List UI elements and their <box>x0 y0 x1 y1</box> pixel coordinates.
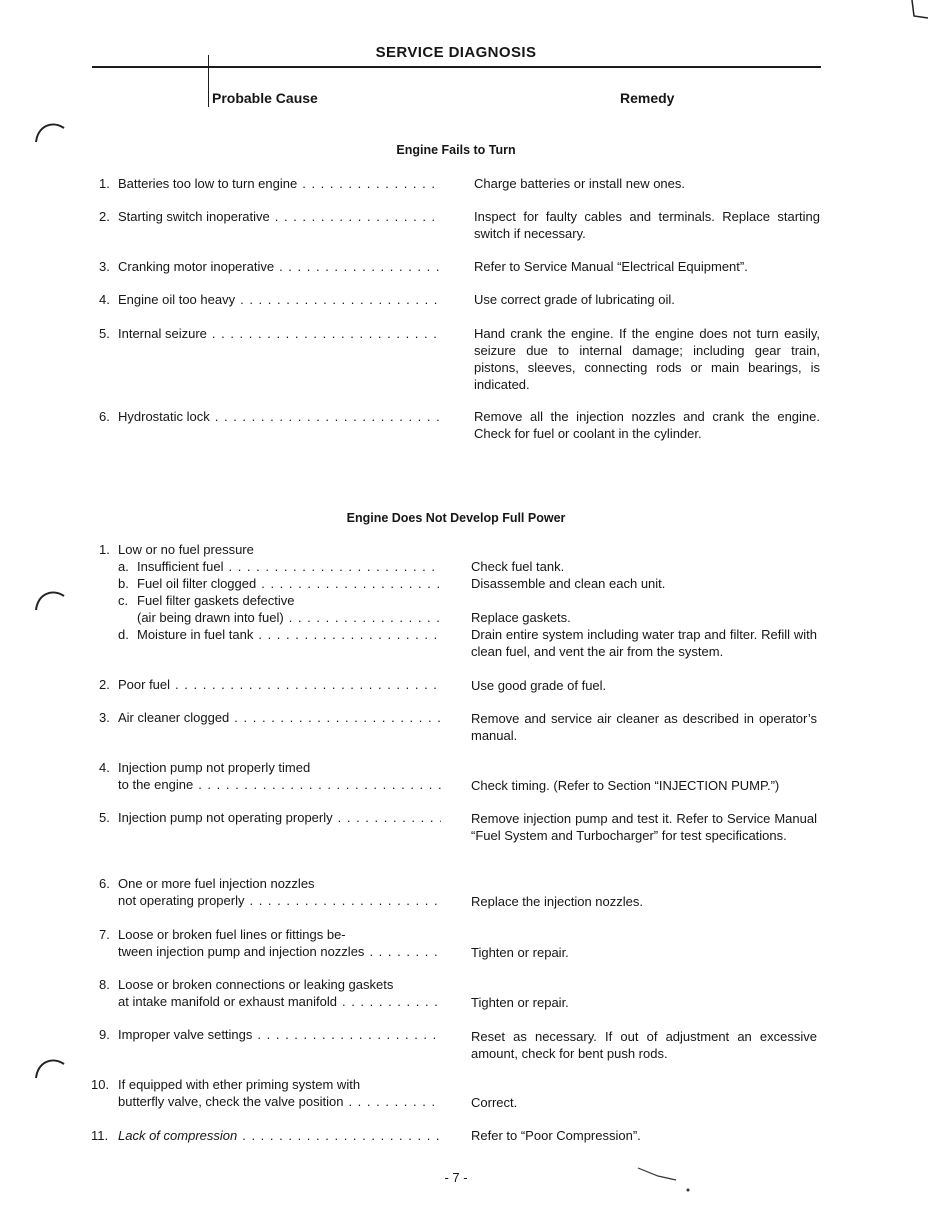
cause-item <box>99 175 441 192</box>
corner-mark-icon <box>906 0 932 22</box>
cause-item <box>99 291 441 308</box>
cause-text: Low or no fuel pressure <box>118 542 254 557</box>
item-number: 6. <box>99 409 110 424</box>
item-number: 3. <box>99 259 110 274</box>
cause-text: Loose or broken connections or leaking gaskets <box>118 977 394 992</box>
cause-text: Fuel oil filter clogged <box>137 576 257 591</box>
dot-leader <box>257 1026 441 1043</box>
cause-item <box>99 759 441 793</box>
page-title: SERVICE DIAGNOSIS <box>375 44 537 61</box>
hole-punch-mark-icon <box>30 1054 70 1090</box>
dot-leader <box>175 676 441 693</box>
title-rule <box>92 66 821 68</box>
dot-leader <box>234 709 441 726</box>
cause-item <box>99 875 441 909</box>
item-number: 3. <box>99 710 110 725</box>
cause-text: One or more fuel injection nozzles <box>118 876 315 891</box>
cause-text: Starting switch inoperative <box>118 209 270 224</box>
dot-leader <box>212 325 441 342</box>
remedy-text: Inspect for faulty cables and terminals. Replace starting switch if necessary. <box>474 209 820 241</box>
cause-text: Cranking motor inoperative <box>118 259 275 274</box>
cause-item <box>91 1127 441 1144</box>
hole-punch-mark-icon <box>30 118 70 154</box>
cause-text: to the engine <box>118 777 194 792</box>
cause-item <box>99 709 441 726</box>
item-number: 7. <box>99 927 110 942</box>
hole-punch-mark-icon <box>30 586 70 622</box>
cause-item <box>99 809 441 826</box>
dot-leader <box>338 809 441 826</box>
scan-speck-icon <box>630 1162 700 1202</box>
remedy-text: Use good grade of fuel. <box>471 678 607 693</box>
cause-text: Loose or broken fuel lines or fittings be- <box>118 927 346 942</box>
item-number: 1. <box>99 542 110 557</box>
remedy-text: Remove injection pump and test it. Refer to Service Manual “Fuel System and Turbocharger” for test specifications. <box>471 811 817 843</box>
cause-text: Internal seizure <box>118 326 207 341</box>
remedy-text: Tighten or repair. <box>471 945 569 960</box>
remedy-text: Remove and service air cleaner as described in operator’s manual. <box>471 711 817 743</box>
cause-text: not operating properly <box>118 893 245 908</box>
cause-text: tween injection pump and injection nozzles <box>118 944 365 959</box>
item-number: 5. <box>99 326 110 341</box>
dot-leader <box>198 776 441 793</box>
item-number: 2. <box>99 209 110 224</box>
section-heading-engine-fails: Engine Fails to Turn <box>396 143 516 157</box>
item-number: 8. <box>99 977 110 992</box>
cause-text: Fuel filter gaskets defective <box>137 593 295 608</box>
cause-text: Lack of compression <box>118 1128 238 1143</box>
item-number: 6. <box>99 876 110 891</box>
remedy-text: Reset as necessary. If out of adjustment an excessive amount, check for bent push rods. <box>471 1029 817 1061</box>
item-number: 2. <box>99 677 110 692</box>
dot-leader <box>240 291 441 308</box>
item-number: 9. <box>99 1027 110 1042</box>
sub-letter: b. <box>118 576 129 591</box>
remedy-heading: Remedy <box>620 90 675 106</box>
column-divider-mark <box>208 55 209 107</box>
cause-text: Air cleaner clogged <box>118 710 230 725</box>
dot-leader <box>228 558 441 575</box>
remedy-text: Drain entire system including water trap and filter. Refill with clean fuel, and vent the air from the system. <box>471 627 817 659</box>
dot-leader <box>289 609 441 626</box>
cause-text: Poor fuel <box>118 677 171 692</box>
cause-item <box>99 1026 441 1043</box>
cause-text: Injection pump not operating properly <box>118 810 333 825</box>
section-heading-full-power: Engine Does Not Develop Full Power <box>346 511 566 525</box>
cause-item <box>91 1076 441 1110</box>
cause-text: Hydrostatic lock <box>118 409 210 424</box>
cause-text: Insufficient fuel <box>137 559 224 574</box>
cause-text: If equipped with ether priming system with <box>118 1077 361 1092</box>
remedy-text: Replace the injection nozzles. <box>471 894 643 909</box>
dot-leader <box>369 943 441 960</box>
cause-text: butterfly valve, check the valve position <box>118 1094 344 1109</box>
cause-item <box>99 976 441 1010</box>
dot-leader <box>348 1093 441 1110</box>
cause-item <box>99 208 441 225</box>
cause-item <box>99 541 441 643</box>
remedy-text: Disassemble and clean each unit. <box>471 576 666 591</box>
dot-leader <box>342 993 441 1010</box>
dot-leader <box>215 408 441 425</box>
cause-item <box>99 258 441 275</box>
cause-text: Engine oil too heavy <box>118 292 236 307</box>
remedy-text: Refer to “Poor Compression”. <box>471 1128 641 1143</box>
remedy-text: Replace gaskets. <box>471 610 571 625</box>
remedy-text: Check fuel tank. <box>471 559 565 574</box>
dot-leader <box>258 626 441 643</box>
cause-text: Batteries too low to turn engine <box>118 176 298 191</box>
remedy-text: Remove all the injection nozzles and crank the engine. Check for fuel or coolant in the cylinder. <box>474 409 820 441</box>
cause-text: at intake manifold or exhaust manifold <box>118 994 337 1009</box>
probable-cause-heading: Probable Cause <box>212 90 318 106</box>
item-number: 1. <box>99 176 110 191</box>
remedy-text: Use correct grade of lubricating oil. <box>474 292 675 307</box>
sub-letter: d. <box>118 627 129 642</box>
cause-text: Injection pump not properly timed <box>118 760 311 775</box>
sub-letter: a. <box>118 559 129 574</box>
cause-item <box>99 926 441 960</box>
remedy-text: Correct. <box>471 1095 518 1110</box>
item-number: 10. <box>91 1077 110 1092</box>
dot-leader <box>249 892 441 909</box>
cause-text: Improper valve settings <box>118 1027 253 1042</box>
item-number: 11. <box>91 1128 109 1143</box>
dot-leader <box>279 258 441 275</box>
dot-leader <box>275 208 441 225</box>
remedy-text: Refer to Service Manual “Electrical Equipment”. <box>474 259 748 274</box>
cause-text: Moisture in fuel tank <box>137 627 254 642</box>
item-number: 4. <box>99 760 110 775</box>
cause-item <box>99 325 441 342</box>
remedy-text: Tighten or repair. <box>471 995 569 1010</box>
sub-letter: c. <box>118 593 129 608</box>
dot-leader <box>261 575 441 592</box>
cause-item <box>99 676 441 693</box>
item-number: 5. <box>99 810 110 825</box>
cause-text: (air being drawn into fuel) <box>137 610 284 625</box>
page-number: - 7 - <box>444 1170 468 1185</box>
dot-leader <box>302 175 441 192</box>
remedy-text: Charge batteries or install new ones. <box>474 176 686 191</box>
item-number: 4. <box>99 292 110 307</box>
cause-item <box>99 408 441 425</box>
dot-leader <box>242 1127 441 1144</box>
remedy-text: Check timing. (Refer to Section “INJECTION PUMP.”) <box>471 778 780 793</box>
remedy-text: Hand crank the engine. If the engine does not turn easily, seizure due to internal damage; including gear train, pistons, sleeves, connecting rods or main bearings, is indicated. <box>474 326 820 392</box>
